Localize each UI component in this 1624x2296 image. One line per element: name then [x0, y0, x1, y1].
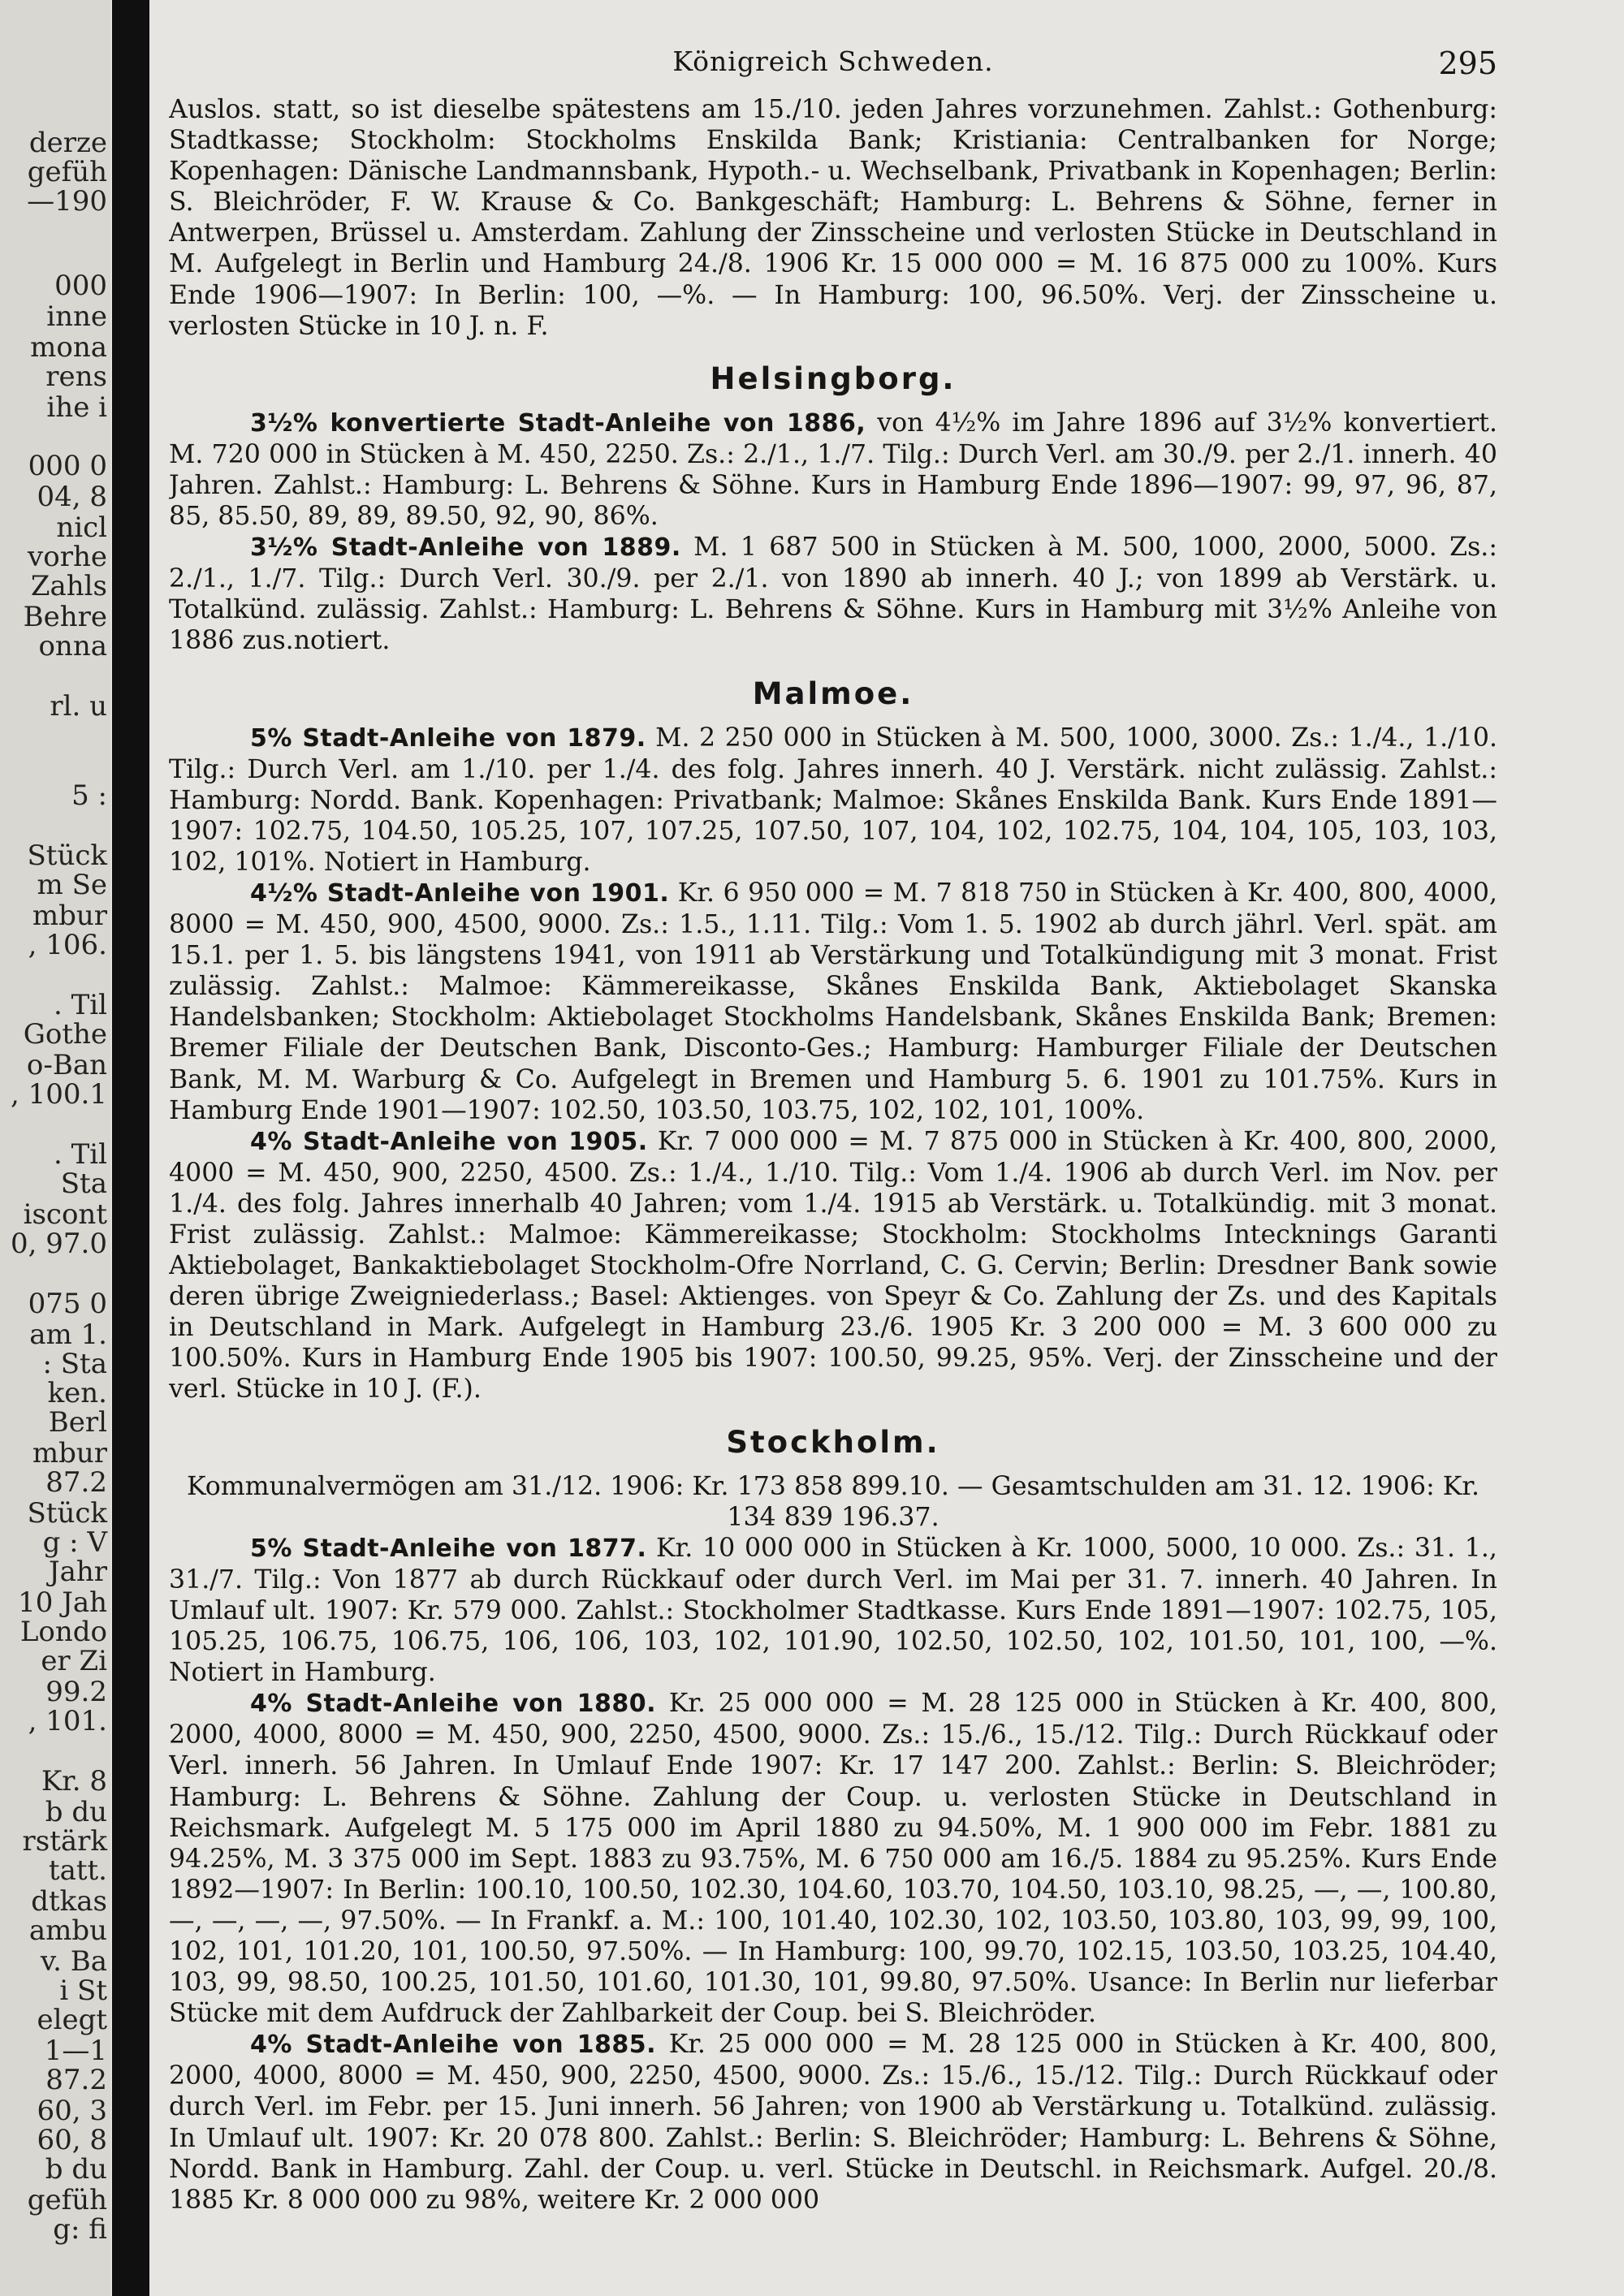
adjacent-page-fragment: Gothe — [23, 1018, 107, 1051]
bond-title: 4% Stadt-Anleihe von 1885. — [250, 2031, 657, 2060]
adjacent-page-fragment: 075 0 — [28, 1288, 107, 1320]
bond-entry — [169, 1126, 1497, 1405]
section-heading: Helsingborg. — [710, 360, 957, 396]
adjacent-page-fragment: 87.2 — [45, 2064, 107, 2096]
running-header — [169, 45, 1497, 94]
bond-details: Kr. 25 000 000 = M. 28 125 000 in Stücken à Kr. 400, 800, 2000, 4000, 8000 = M. 450, 900, 2250, 4500, 9000. Zs.: 15./6., 15./12. Tilg.: Durch Rückkauf oder Verl. innerh. 56 Jahren. In Umlauf Ende 1907: Kr. 17 147 200. Zahlst.: Berlin: S. Bleichröder; Hamburg: L. Behrens & Söhne. Zahlung der Coup. u. verlosten Stücke in Deutschland in Reichsmark. Aufgelegt M. 5 175 000 im April 1880 zu 94.50%, M. 1 900 000 im Febr. 1881 zu 94.25%, M. 3 375 000 im Sept. 1883 zu 93.75%, M. 6 750 000 am 16./5. 1884 zu 95.25%. Kurs Ende 1892—1907: In Berlin: 100.10, 100.50, 102.30, 104.60, 103.70, 104.50, 103.10, 98.25, —, —, 100.80, —, —, —, —, 97.50%. — In Frankf. a. M.: 100, 101.40, 102.30, 102, 103.50, 103.80, 103, 99, 99, 100, 102, 101, 101.20, 101, 100.50, 97.50%. — In Hamburg: 100, 99.70, 102.15, 103.50, 103.25, 104.40, 103, 99, 98.50, 100.25, 101.50, 101.60, 101.30, 101, 99.80, 97.50%. Usance: In Berlin nur lieferbar Stücke mit dem Aufdruck der Zahlbarkeit der Coup. bei S. Bleichröder. — [169, 1689, 1497, 2029]
adjacent-page-fragment: o-Ban — [26, 1049, 107, 1081]
adjacent-page-fragment: elegt — [37, 2004, 107, 2036]
adjacent-page-fragment: 87.2 — [45, 1466, 107, 1499]
bond-title: 4% Stadt-Anleihe von 1905. — [250, 1127, 648, 1156]
adjacent-page-fragment: gefüh — [27, 156, 107, 188]
bond-entry — [169, 1471, 1497, 1533]
adjacent-page-fragment: Behre — [23, 601, 107, 633]
adjacent-page-fragment: 60, 3 — [37, 2095, 107, 2127]
adjacent-page-fragment: Stück — [27, 1497, 107, 1530]
bond-details: M. 2 250 000 in Stücken à M. 500, 1000, 3000. Zs.: 1./4., 1./10. Tilg.: Durch Verl. am 1./10. per 1./4. des folg. Jahres innerh. 40 J. Verstärk. nicht zulässig. Zahlst.: Hamburg: Nordd. Bank. Kopenhagen: Privatbank; Malmoe: Skånes Enskilda Bank. Kurs Ende 1891—1907: 102.75, 104.50, 105.25, 107, 107.25, 107.50, 107, 104, 102, 102.75, 104, 104, 105, 103, 103, 102, 101%. Notiert in Hamburg. — [169, 723, 1497, 877]
bond-title: 3½% Stadt-Anleihe von 1889. — [250, 533, 681, 563]
adjacent-page-fragment: . Til — [53, 989, 107, 1021]
adjacent-page-strip — [0, 0, 110, 2296]
adjacent-page-fragment: Berl — [48, 1406, 107, 1439]
adjacent-page-fragment: i St — [59, 1974, 107, 2007]
section-heading: Stockholm. — [726, 1424, 940, 1460]
adjacent-page-fragment: vorhe — [28, 541, 107, 573]
adjacent-page-fragment: 10 Jah — [18, 1586, 107, 1619]
adjacent-page-fragment: rl. u — [50, 690, 107, 723]
bond-entry — [169, 2029, 1497, 2216]
body-text — [169, 94, 1497, 2216]
adjacent-page-fragment: 99.2 — [45, 1676, 107, 1708]
adjacent-page-fragment: iscont — [23, 1198, 107, 1231]
adjacent-page-fragment: 000 — [54, 270, 107, 302]
adjacent-page-fragment: Sta — [60, 1167, 107, 1200]
adjacent-page-fragment: : Sta — [42, 1348, 107, 1380]
adjacent-page-fragment: rens — [45, 360, 107, 393]
adjacent-page-fragment: onna — [38, 630, 107, 662]
adjacent-page-fragment: , 106. — [28, 929, 107, 961]
bond-entry — [169, 723, 1497, 878]
bond-entry — [169, 1533, 1497, 1688]
adjacent-page-fragment: dtkas — [31, 1885, 107, 1918]
adjacent-page-fragment: g : V — [42, 1526, 107, 1559]
adjacent-page-fragment: ambu — [28, 1914, 107, 1947]
adjacent-page-fragment: Jahr — [48, 1556, 107, 1588]
adjacent-page-fragment: g: fi — [53, 2213, 107, 2246]
adjacent-page-fragment: . Til — [53, 1138, 107, 1171]
bond-title: 4% Stadt-Anleihe von 1880. — [250, 1690, 657, 1719]
adjacent-page-fragment: 0, 97.0 — [11, 1228, 107, 1260]
adjacent-page-fragment: m Se — [37, 869, 107, 901]
bond-details: Auslos. statt, so ist dieselbe spätestens am 15./10. jeden Jahres vorzunehmen. Zahlst.: Gothenburg: Stadtkasse; Stockholm: Stockholms Enskilda Bank; Kristiania: Centralbanken for Norge; Kopenhagen: Dänische Landmannsbank, Hypoth.- u. Wechselbank, Privatbank in Kopenhagen; Berlin: S. Bleichröder, F. W. Krause & Co. Bankgeschäft; Hamburg: L. Behrens & Söhne, ferner in Antwerpen, Brüssel u. Amsterdam. Zahlung der Zinsscheine und verlosten Stücke in Deutschland in M. Aufgelegt in Berlin und Hamburg 24./8. 1906 Kr. 15 000 000 = M. 16 875 000 zu 100%. Kurs Ende 1906—1907: In Berlin: 100, —%. — In Hamburg: 100, 96.50%. Verj. der Zinsscheine u. verlosten Stücke in 10 J. n. F. — [169, 95, 1497, 341]
bond-entry — [169, 408, 1497, 532]
adjacent-page-fragment: Stück — [27, 839, 107, 872]
bond-details: Kr. 6 950 000 = M. 7 818 750 in Stücken à Kr. 400, 800, 4000, 8000 = M. 450, 900, 4500, 9000. Zs.: 1.5., 1.11. Tilg.: Vom 1. 5. 1902 ab durch jährl. Verl. spät. am 15.1. per 1. 5. bis längstens 1941, von 1911 ab Verstärkung und Totalkündigung mit 3 monat. Frist zulässig. Zahlst.: Malmoe: Kämmereikasse, Skånes Enskilda Bank, Aktiebolaget Skanska Handelsbanken; Stockholm: Aktiebolaget Stockholms Handelsbank, Skånes Enskilda Bank; Bremen: Bremer Filiale der Deutschen Bank, Disconto-Ges.; Hamburg: Hamburger Filiale der Deutschen Bank, M. M. Warburg & Co. Aufgelegt in Bremen und Hamburg 5. 6. 1901 zu 101.75%. Kurs in Hamburg Ende 1901—1907: 102.50, 103.50, 103.75, 102, 102, 101, 100%. — [169, 878, 1497, 1125]
adjacent-page-fragment: gefüh — [27, 2184, 107, 2216]
adjacent-page-fragment: 60, 8 — [37, 2124, 107, 2156]
adjacent-page-fragment: Zahls — [30, 570, 107, 602]
adjacent-page-fragment: mbur — [32, 1437, 107, 1470]
bond-details: von 4½% im Jahre 1896 auf 3½% konvertiert. M. 720 000 in Stücken à M. 450, 2250. Zs.: 2./1., 1./7. Tilg.: Durch Verl. am 30./9. per 2./1. innerh. 40 Jahren. Zahlst.: Hamburg: L. Behrens & Söhne. Kurs in Hamburg Ende 1896—1907: 99, 97, 96, 87, 85, 85.50, 89, 89, 89.50, 92, 90, 86%. — [169, 408, 1497, 532]
adjacent-page-fragment: b du — [45, 1796, 107, 1828]
bond-entry — [169, 532, 1497, 656]
adjacent-page-fragment: mbur — [32, 900, 107, 932]
adjacent-page-fragment: Kr. 8 — [41, 1765, 107, 1798]
adjacent-page-fragment: 04, 8 — [37, 481, 107, 513]
adjacent-page-fragment: er Zi — [41, 1645, 107, 1677]
section-heading: Malmoe. — [752, 675, 914, 711]
adjacent-page-fragment: , 101. — [28, 1705, 107, 1737]
bond-title: 4½% Stadt-Anleihe von 1901. — [250, 878, 670, 908]
page-gutter — [112, 0, 149, 2296]
adjacent-page-fragment: ihe i — [46, 391, 107, 424]
adjacent-page-fragment: Londo — [19, 1616, 107, 1648]
bond-entry — [169, 94, 1497, 342]
page-content — [169, 45, 1497, 2286]
adjacent-page-fragment: b du — [45, 2153, 107, 2186]
adjacent-page-fragment: tatt. — [48, 1854, 107, 1887]
bond-title: 3½% konvertierte Stadt-Anleihe von 1886, — [250, 408, 866, 438]
adjacent-page-fragment: derze — [28, 127, 107, 159]
running-title: Königreich Schweden. — [672, 45, 994, 77]
adjacent-page-fragment: 5 : — [71, 779, 107, 812]
bond-details: Kr. 7 000 000 = M. 7 875 000 in Stücken à Kr. 400, 800, 2000, 4000 = M. 450, 900, 2250, 4500. Zs.: 1./4., 1./10. Tilg.: Vom 1./4. 1906 ab durch Verl. im Nov. per 1./4. des folg. Jahres innerhalb 40 Jahren; vom 1./4. 1915 ab Verstärk. u. Totalkündig. mit 3 monat. Frist zulässig. Zahlst.: Malmoe: Kämmereikasse; Stockholm: Stockholms Intecknings Garanti Aktiebolaget, Bankaktiebolaget Stockholm-Ofre Norrland, C. G. Cervin; Berlin: Dresdner Bank sowie deren übrige Zweigniederlass.; Basel: Aktienges. von Speyr & Co. Zahlung der Zs. und des Kapitals in Deutschland in Mark. Aufgelegt in Hamburg 23./6. 1905 Kr. 3 200 000 = M. 3 600 000 zu 100.50%. Kurs in Hamburg Ende 1905 bis 1907: 100.50, 99.25, 95%. Verj. der Zinsscheine und der verl. Stücke in 10 J. (F.). — [169, 1126, 1497, 1405]
adjacent-page-fragment: nicl — [56, 511, 107, 544]
bond-details: Kr. 25 000 000 = M. 28 125 000 in Stücken à Kr. 400, 800, 2000, 4000, 8000 = M. 450, 900, 2250, 4500, 9000. Zs.: 15./6., 15./12. Tilg.: Durch Rückkauf oder durch Verl. im Febr. per 15. Juni innerh. 56 Jahren; von 1900 ab Verstärkung u. Totalkünd. zulässig. In Umlauf ult. 1907: Kr. 20 078 800. Zahlst.: Berlin: S. Bleichröder; Hamburg: L. Behrens & Söhne, Nordd. Bank in Hamburg. Zahl. der Coup. u. verl. Stücke in Deutschl. in Reichsmark. Aufgel. 20./8. 1885 Kr. 8 000 000 zu 98%, weitere Kr. 2 000 000 — [169, 2030, 1497, 2215]
bond-title: 5% Stadt-Anleihe von 1877. — [250, 1534, 647, 1563]
adjacent-page-fragment: , 100.1 — [11, 1078, 107, 1111]
bond-entry — [169, 1688, 1497, 2029]
bond-entry — [169, 878, 1497, 1126]
adjacent-page-fragment: inne — [46, 300, 107, 333]
adjacent-page-fragment: am 1. — [29, 1318, 107, 1351]
adjacent-page-fragment: rstärk — [22, 1825, 107, 1858]
adjacent-page-fragment: 1—1 — [44, 2035, 107, 2067]
bond-details: Kommunalvermögen am 31./12. 1906: Kr. 173 858 899.10. — Gesamtschulden am 31. 12. 1906: Kr. 134 839 196.37. — [186, 1471, 1480, 1532]
adjacent-page-fragment: mona — [30, 331, 107, 364]
adjacent-page-fragment: ken. — [47, 1377, 107, 1409]
adjacent-page-fragment: v. Ba — [40, 1945, 107, 1978]
adjacent-page-fragment: —190 — [27, 185, 107, 218]
bond-title: 5% Stadt-Anleihe von 1879. — [250, 723, 646, 753]
adjacent-page-fragment: 000 0 — [28, 450, 107, 482]
bond-details: M. 1 687 500 in Stücken à M. 500, 1000, 2000, 5000. Zs.: 2./1., 1./7. Tilg.: Durch Verl. 30./9. per 2./1. von 1890 ab innerh. 40 J.; von 1899 ab Verstärk. u. Totalkünd. zulässig. Zahlst.: Hamburg: L. Behrens & Söhne. Kurs in Hamburg mit 3½% Anleihe von 1886 zus.notiert. — [169, 533, 1497, 656]
page-number: 295 — [1438, 45, 1497, 81]
bond-details: Kr. 10 000 000 in Stücken à Kr. 1000, 5000, 10 000. Zs.: 31. 1., 31./7. Tilg.: Von 1877 ab durch Rückkauf oder durch Verl. im Mai per 31. 7. innerh. 40 Jahren. In Umlauf ult. 1907: Kr. 579 000. Zahlst.: Stockholmer Stadtkasse. Kurs Ende 1891—1907: 102.75, 105, 105.25, 106.75, 106.75, 106, 106, 103, 102, 101.90, 102.50, 102.50, 102, 101.50, 101, 100, —%. Notiert in Hamburg. — [169, 1533, 1497, 1688]
